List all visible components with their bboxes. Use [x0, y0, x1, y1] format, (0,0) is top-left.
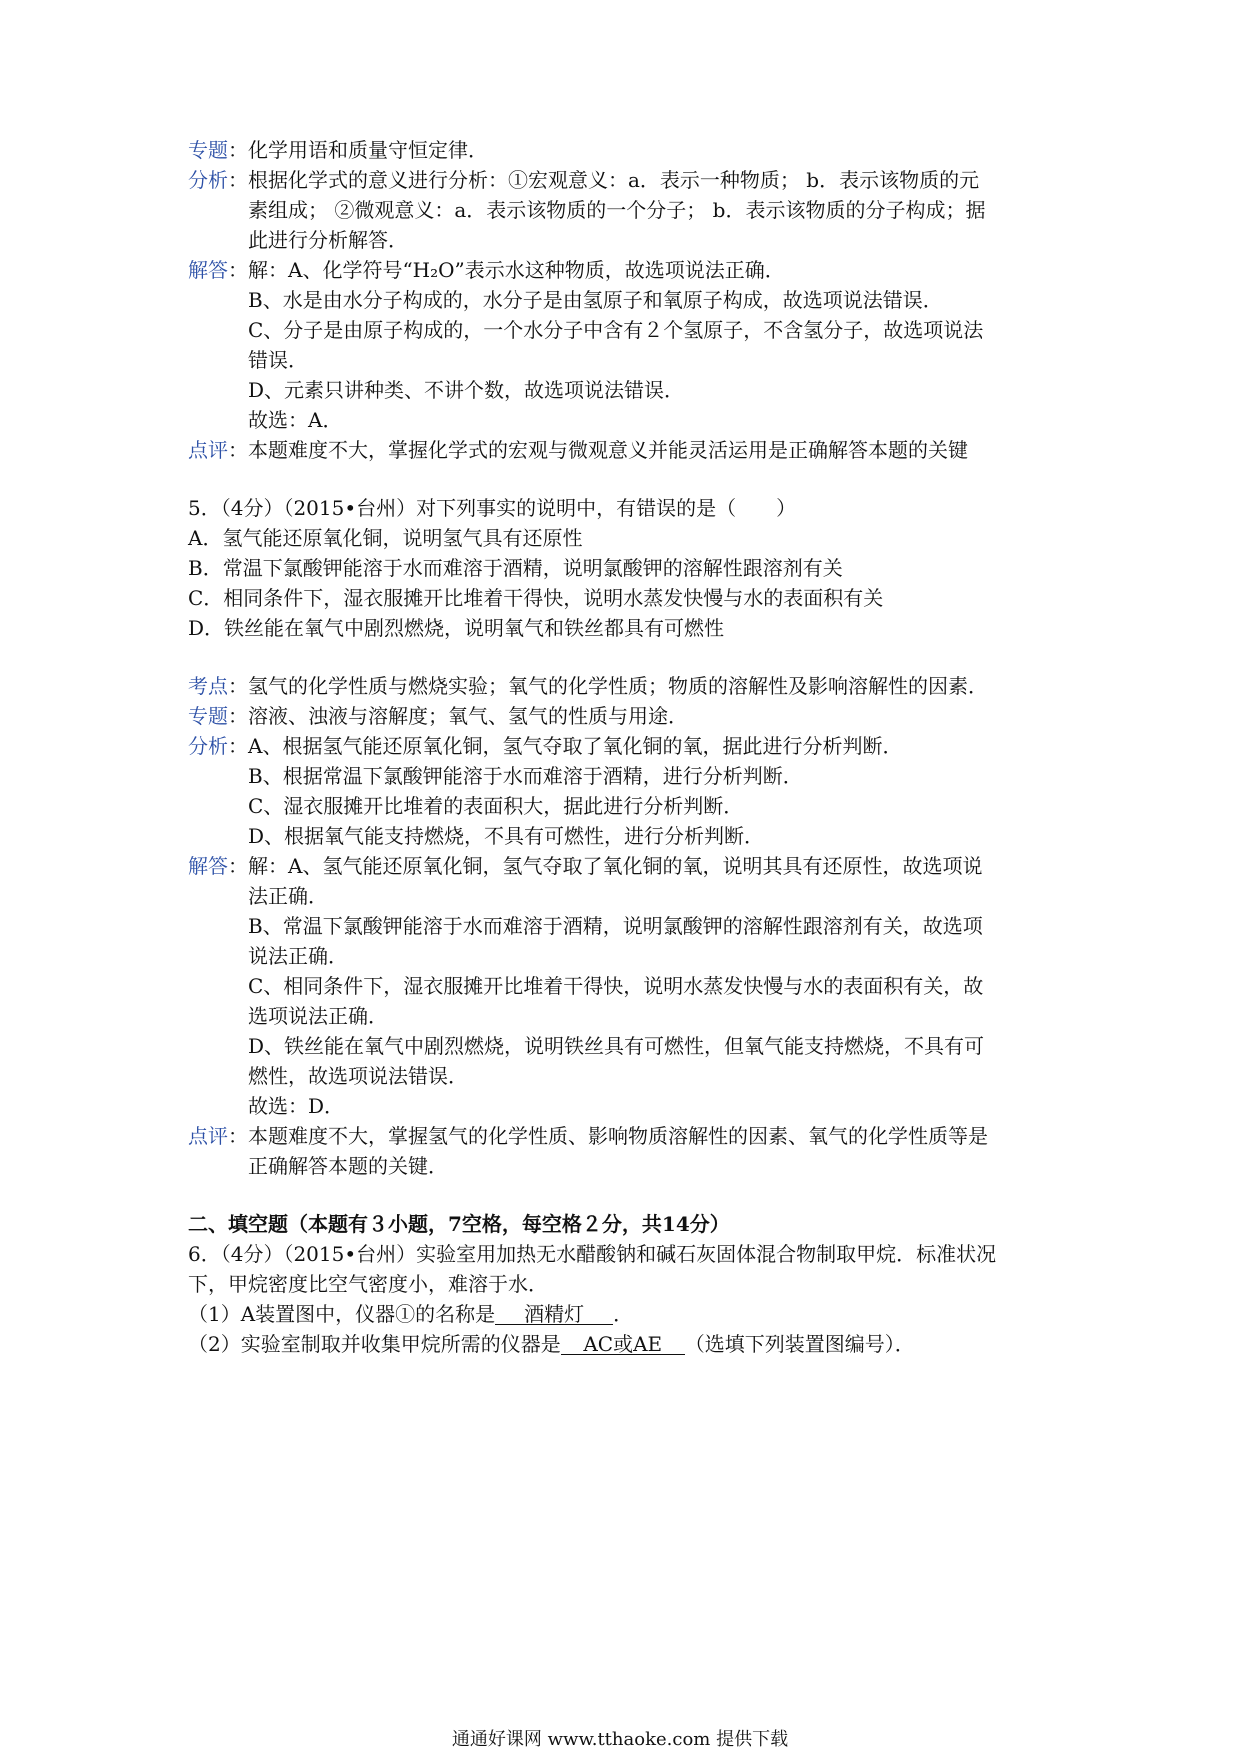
- analysis-text: C、湿衣服摊开比堆着的表面积大，据此进行分析判断．: [248, 794, 744, 818]
- answer-text: ：解：A、氢气能还原氧化铜，氢气夺取了氧化铜的氧，说明其具有还原性，故选项说: [228, 854, 983, 878]
- sub-question: [188, 1304, 633, 1325]
- answer-text: 错误．: [248, 348, 308, 372]
- answer-text: 法正确．: [248, 884, 328, 908]
- option-text: A．氢气能还原氧化铜，说明氢气具有还原性: [188, 526, 583, 550]
- analysis-label: 分析: [188, 168, 228, 192]
- answer-text: 燃性，故选项说法错误．: [248, 1064, 468, 1088]
- topic-label: 专题: [188, 704, 228, 728]
- comment-text: ：本题难度不大，掌握氢气的化学性质、影响物质溶解性的因素、氧气的化学性质等是: [228, 1124, 988, 1148]
- topic-label: 专题: [188, 138, 228, 162]
- comment-text: ：本题难度不大，掌握化学式的宏观与微观意义并能灵活运用是正确解答本题的关键: [228, 438, 968, 462]
- topic-text: ：溶液、浊液与溶解度；氧气、氢气的性质与用途．: [228, 704, 688, 728]
- sub-question-prefix: （1）A装置图中，仪器①的名称是: [188, 1302, 496, 1326]
- comment-label: 点评: [188, 438, 228, 462]
- analysis-text: ：A、根据氢气能还原氧化铜，氢气夺取了氧化铜的氧，据此进行分析判断．: [228, 734, 903, 758]
- answer-text: ：解：A、化学符号“H₂O”表示水这种物质，故选项说法正确．: [228, 258, 785, 282]
- answer-text: D、元素只讲种类、不讲个数，故选项说法错误．: [248, 378, 685, 402]
- answer-text: 故选：D．: [248, 1094, 345, 1118]
- answer-label: 解答: [188, 258, 228, 282]
- comment-label: 点评: [188, 1124, 228, 1148]
- answer-blank: 酒精灯: [495, 1304, 613, 1325]
- analysis-label: 分析: [188, 734, 228, 758]
- option-text: B．常温下氯酸钾能溶于水而难溶于酒精，说明氯酸钾的溶解性跟溶剂有关: [188, 556, 843, 580]
- answer-text: B、水是由水分子构成的，水分子是由氢原子和氧原子构成，故选项说法错误．: [248, 288, 943, 312]
- option-text: D．铁丝能在氧气中剧烈燃烧，说明氧气和铁丝都具有可燃性: [188, 616, 725, 640]
- answer-text: D、铁丝能在氧气中剧烈燃烧，说明铁丝具有可燃性，但氧气能支持燃烧，不具有可: [248, 1034, 985, 1058]
- analysis-text: B、根据常温下氯酸钾能溶于水而难溶于酒精，进行分析判断．: [248, 764, 803, 788]
- answer-label: 解答: [188, 854, 228, 878]
- analysis-text: 此进行分析解答．: [248, 228, 408, 252]
- sub-question-suffix: ．: [613, 1302, 634, 1326]
- answer-text: 选项说法正确．: [248, 1004, 388, 1028]
- comment-text: 正确解答本题的关键．: [248, 1154, 448, 1178]
- sub-question-prefix: （2）实验室制取并收集甲烷所需的仪器是: [188, 1332, 561, 1356]
- answer-blank: AC或AE: [561, 1334, 685, 1355]
- answer-text: B、常温下氯酸钾能溶于水而难溶于酒精，说明氯酸钾的溶解性跟溶剂有关，故选项: [248, 914, 983, 938]
- option-text: C．相同条件下，湿衣服摊开比堆着干得快，说明水蒸发快慢与水的表面积有关: [188, 586, 884, 610]
- analysis-text: 素组成； ②微观意义：a．表示该物质的一个分子； b．表示该物质的分子构成；据: [248, 198, 986, 222]
- answer-text: 说法正确．: [248, 944, 348, 968]
- sub-question-suffix: （选填下列装置图编号）．: [684, 1332, 915, 1356]
- question-stem: 6．（4分）（2015•台州）实验室用加热无水醋酸钠和碱石灰固体混合物制取甲烷．标准状况: [188, 1242, 997, 1266]
- section-heading-text: 二、填空题（本题有３小题，7空格，每空格２分，共14分）: [188, 1212, 730, 1236]
- analysis-text: ：根据化学式的意义进行分析：①宏观意义：a．表示一种物质； b．表示该物质的元: [228, 168, 980, 192]
- answer-text: C、相同条件下，湿衣服摊开比堆着干得快，说明水蒸发快慢与水的表面积有关，故: [248, 974, 984, 998]
- answer-text: C、分子是由原子构成的，一个水分子中含有２个氢原子，不含氢分子，故选项说法: [248, 318, 984, 342]
- question-stem: 下，甲烷密度比空气密度小，难溶于水．: [188, 1272, 548, 1296]
- point-label: 考点: [188, 674, 228, 698]
- point-text: ：氢气的化学性质与燃烧实验；氧气的化学性质；物质的溶解性及影响溶解性的因素．: [228, 674, 988, 698]
- topic-text: ：化学用语和质量守恒定律．: [228, 138, 488, 162]
- answer-text: 故选：A．: [248, 408, 343, 432]
- sub-question: [188, 1334, 915, 1355]
- analysis-text: D、根据氧气能支持燃烧，不具有可燃性，进行分析判断．: [248, 824, 765, 848]
- page-footer: 通通好课网 www.tthaoke.com 提供下载: [451, 1729, 789, 1750]
- question-stem: 5．（4分）（2015•台州）对下列事实的说明中，有错误的是（ ）: [188, 496, 797, 520]
